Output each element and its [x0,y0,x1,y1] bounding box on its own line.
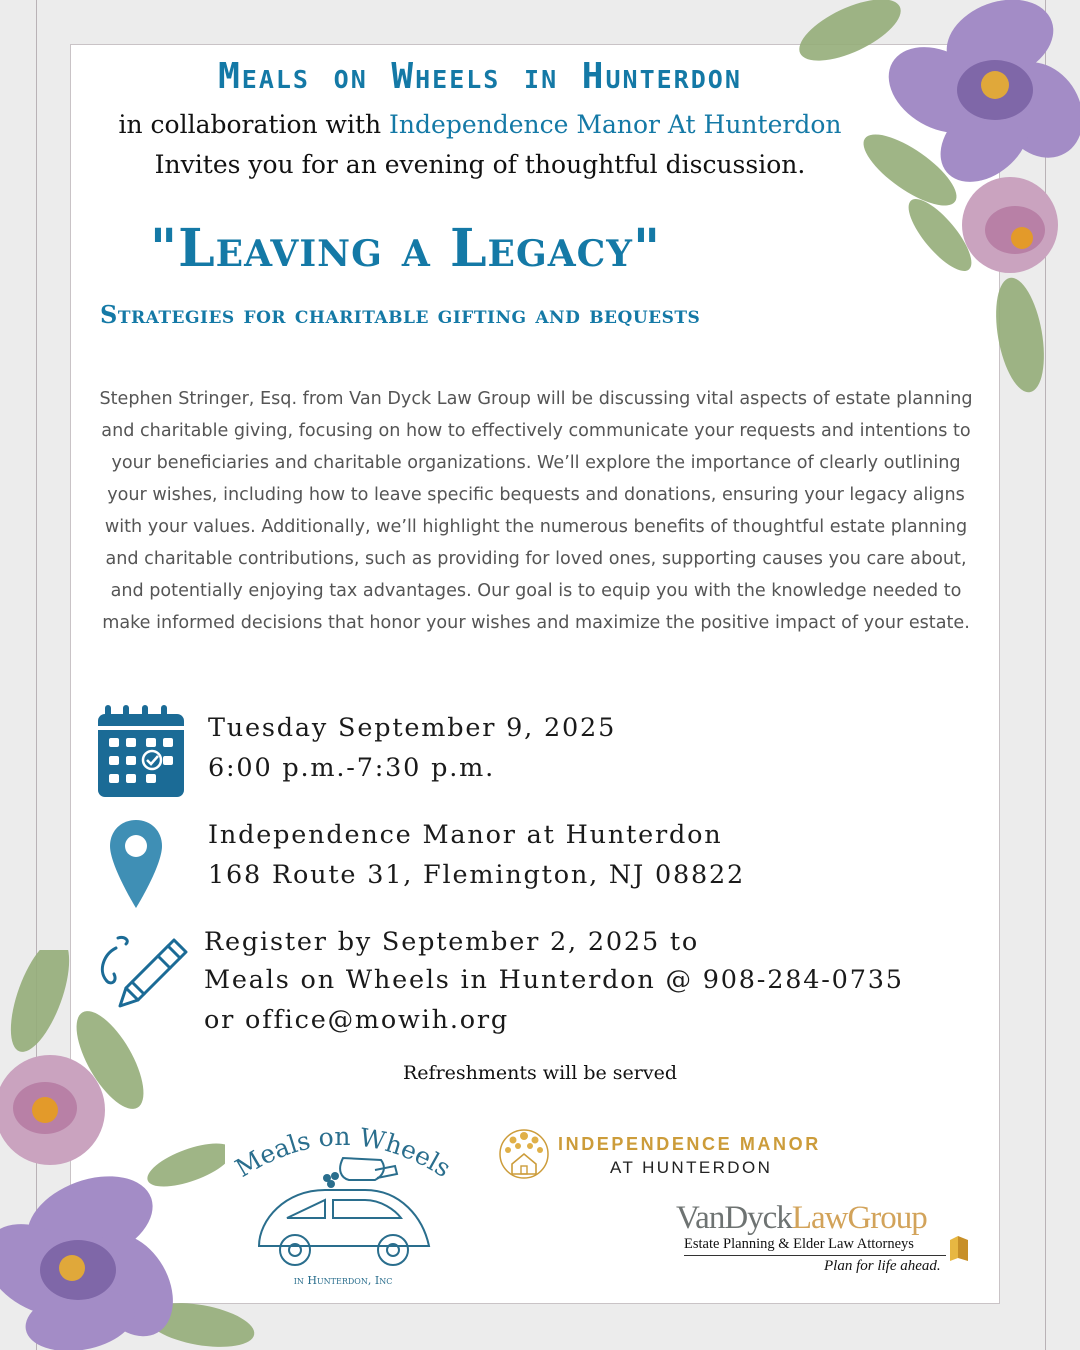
van-dyck-divider [684,1255,946,1256]
van-dyck-logo-name-part2: LawGroup [791,1200,927,1236]
van-dyck-tagline: Estate Planning & Elder Law Attorneys [684,1236,914,1252]
pen-icon [96,930,188,1012]
independence-manor-logo [498,1126,848,1186]
van-dyck-logo-name-part1: VanDyck [676,1200,792,1236]
organization-title: Meals on Wheels in Hunterdon [218,56,742,97]
van-dyck-logo-name [676,1200,927,1237]
collaboration-line [80,110,880,139]
calendar-icon [97,704,185,798]
register-deadline: Register by September 2, 2025 to [204,927,700,957]
independence-manor-subtitle: AT HUNTERDON [610,1158,773,1177]
van-dyck-law-group-logo [676,1200,976,1286]
venue-name: Independence Manor at Hunterdon [208,820,723,850]
event-date: Tuesday September 9, 2025 [208,713,617,743]
mow-logo-bottom-text: in Hunterdon, Inc [293,1274,393,1287]
event-title: "Leaving a Legacy" [150,218,662,279]
event-subtitle: Strategies for charitable gifting and bequests [100,300,701,329]
independence-manor-name: INDEPENDENCE MANOR [558,1134,821,1154]
register-email: or office@mowih.org [204,1005,510,1035]
van-dyck-slogan: Plan for life ahead. [824,1258,941,1274]
location-pin-icon [108,818,164,910]
meals-on-wheels-logo [225,1118,461,1300]
event-time: 6:00 p.m.-7:30 p.m. [208,753,495,783]
register-phone: Meals on Wheels in Hunterdon @ 908-284-0735 [204,965,904,995]
event-description: Stephen Stringer, Esq. from Van Dyck Law Group will be discussing vital aspects of estate planning and charitable giving, focusing on how to effectively communicate your requests and intentions to your beneficiaries and charitable organizations. We’ll explore the importance of clearly outlining your wishes, including how to leave specific bequests and donations, ensuring your legacy aligns with your values. Additionally, we’ll highlight the numerous benefits of thoughtful estate planning and charitable contributions, such as providing for loved ones, supporting causes you care about, and potentially enjoying tax advantages. Our goal is to equip you with the knowledge needed to make informed decisions that honor your wishes and maximize the positive impact of your estate. [99,389,973,633]
meals-on-wheels-logo-art [225,1118,461,1300]
book-icon [948,1234,970,1262]
collaboration-partner: Independence Manor At Hunterdon [389,110,842,139]
tree-house-icon [498,1126,550,1182]
collaboration-prefix: in collaboration with [118,110,390,139]
refreshments-note: Refreshments will be served [402,1062,677,1084]
invite-line: Invites you for an evening of thoughtful discussion. [154,150,806,179]
mow-logo-arc-text: Meals on Wheels [230,1121,457,1183]
venue-address: 168 Route 31, Flemington, NJ 08822 [208,860,746,890]
